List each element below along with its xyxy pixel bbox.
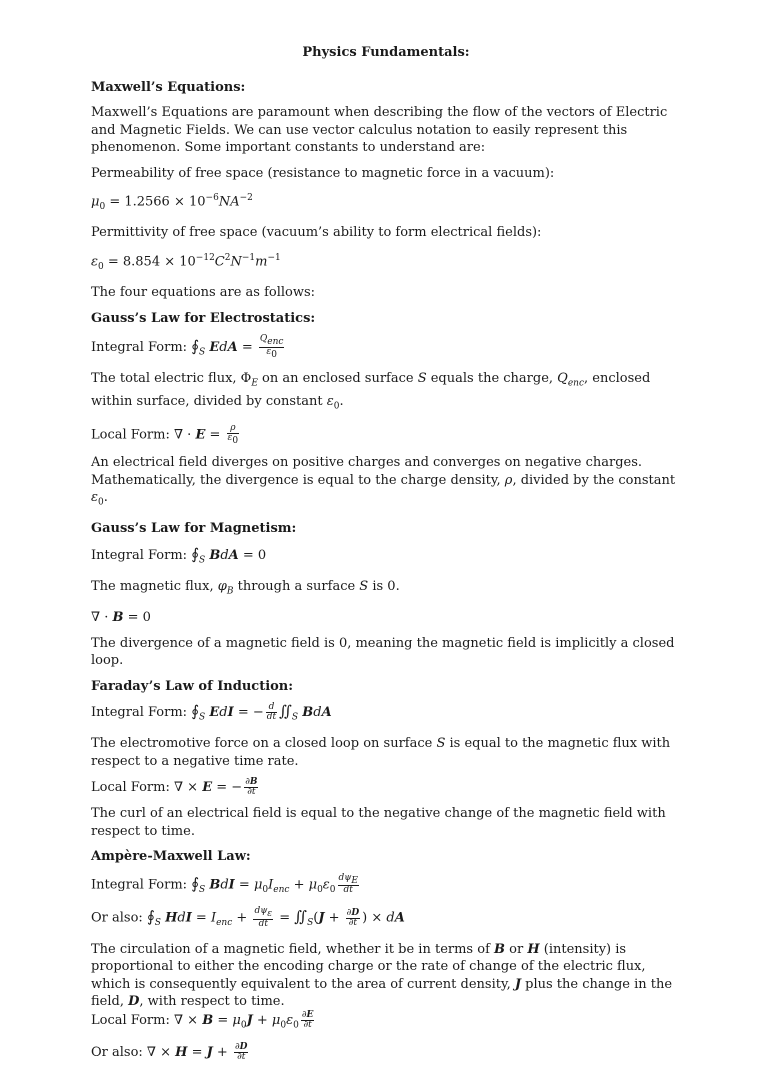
ampere-integral: Integral Form: $∮_S$ BdI = $\mu_0I_{enc} + \mu_0\varepsilon_0$ $\frac{d\psi_E}{dt}$ (91, 872, 358, 896)
document-page (91, 44, 681, 1070)
local-form-label: Local Form: (91, 427, 170, 443)
heading-gauss-magnetism: Gauss’s Law for Magnetism: (91, 521, 297, 537)
integral-form-label: Integral Form: (91, 340, 188, 356)
gauss-m-local: ∇ · B = 0 (91, 610, 151, 625)
intro-paragraph: Maxwell’s Equations are paramount when describing the flow of the vectors of Electric and Magnetic Fields. We can use vector calculus notation to easily represent this phenomenon. Some important constants to understand are: (91, 105, 668, 155)
gauss-e-description-2: An electrical field diverges on positive charges and converges on negative charges. Mathematically, the divergence is equal to the charge density, ρ, divided by the constant $\varepsilon_0$. (91, 455, 676, 508)
faraday-description-1: The electromotive force on a closed loop on surface S is equal to the magnetic flux with respect to a negative time rate. (91, 736, 671, 769)
ampere-local-alt: Or also: ∇ × H = J + $\frac{\partial D}{\partial t}$ (91, 1041, 248, 1062)
ampere-integral-alt: Or also: $∮_S$ HdI = $I_{enc}$ + $\frac{d\psi_\varepsilon}{dt}$ = $∬_S(J$ + $\frac{\partial D}{\partial t}$ ) × dA (91, 906, 405, 929)
gauss-m-integral: Integral Form: $∮_S$ BdA = 0 (91, 544, 267, 566)
gauss-e-integral: Integral Form: $∮_S$ EdA = $\frac{Q_{enc}}{\varepsilon_0}$ (91, 334, 284, 360)
gauss-e-description-1: The total electric flux, $\Phi_E$ on an enclosed surface S equals the charge, $Q_{enc}$, enclosed within surface, divided by constant $\varepsilon_0$. (91, 371, 651, 412)
faraday-local: Local Form: ∇ × E = − $\frac{\partial B}{\partial t}$ (91, 777, 258, 798)
faraday-description-2: The curl of an electrical field is equal to the negative change of the magnetic field with respect to time. (91, 806, 666, 839)
gauss-e-local: Local Form: ∇ · E = $\frac{\rho}{\varepsilon_0}$ (91, 423, 239, 447)
heading-gauss-electrostatics: Gauss’s Law for Electrostatics: (91, 310, 316, 326)
heading-ampere: Ampère-Maxwell Law: (91, 849, 251, 865)
heading-faraday: Faraday’s Law of Induction: (91, 678, 294, 694)
four-equations-text: The four equations are as follows: (91, 285, 316, 301)
ampere-local: Local Form: ∇ × $B = \mu_0J + \mu_0\varepsilon_0$ $\frac{\partial E}{\partial t}$ (91, 1009, 314, 1031)
or-also-label: Or also: (91, 1044, 143, 1060)
faraday-integral: Integral Form: $∮_S$ EdI = − $\frac{d}{dt}$ $∬_S$ BdA (91, 702, 332, 723)
local-form-label: Local Form: (91, 1012, 170, 1028)
integral-form-label: Integral Form: (91, 705, 188, 720)
integral-form-label: Integral Form: (91, 547, 188, 563)
gauss-m-description-2: The divergence of a magnetic field is 0, meaning the magnetic field is implicitly a closed loop. (91, 635, 675, 668)
or-also-label: Or also: (91, 910, 143, 926)
local-form-label: Local Form: (91, 780, 170, 796)
ampere-description: The circulation of a magnetic field, whether it be in terms of B or H (intensity) is proportional to either the encoding charge or the rate of change of the electric flux, which is consequently equivalent to the area of current density, J plus the change in the field, D, with respect to time. (91, 941, 673, 1010)
permeability-label: Permeability of free space (resistance to magnetic force in a vacuum): (91, 165, 555, 181)
integral-form-label: Integral Form: (91, 877, 188, 892)
permittivity-label: Permittivity of free space (vacuum’s ability to form electrical fields): (91, 225, 542, 241)
permeability-equation: $\mu_0 = 1.2566 \times 10^{-6}NA^{-2}$ (91, 193, 253, 212)
heading-maxwell: Maxwell’s Equations: (91, 79, 246, 95)
page-title: Physics Fundamentals: (302, 45, 470, 60)
permittivity-equation: $\varepsilon_0 = 8.854 \times 10^{-12}C^2N^{-1}m^{-1}$ (91, 252, 281, 272)
gauss-m-description-1: The magnetic flux, $\varphi_B$ through a surface S is 0. (91, 578, 400, 597)
